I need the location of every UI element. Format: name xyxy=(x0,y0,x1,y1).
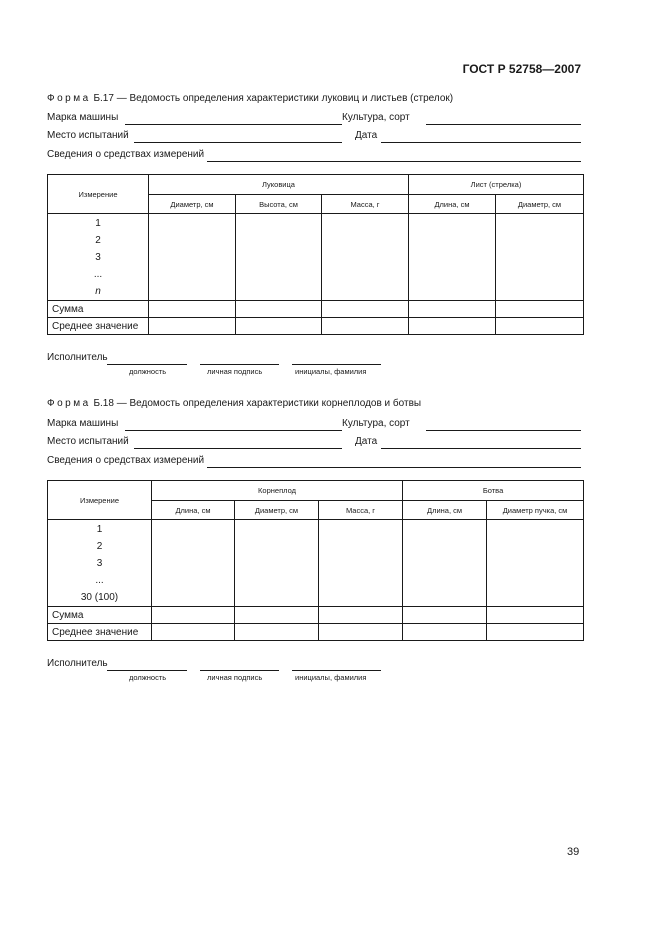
form17-culture-line[interactable] xyxy=(426,124,581,125)
form17-instruments-line[interactable] xyxy=(207,161,581,162)
form18-row-number: 30 (100) xyxy=(80,592,119,603)
form17-initials-line[interactable] xyxy=(292,364,381,365)
form17-col-header: Высота, см xyxy=(236,195,322,214)
form17-position-line[interactable] xyxy=(107,364,187,365)
form17-row-number: 2 xyxy=(95,235,101,246)
form18-cell[interactable] xyxy=(152,607,235,624)
form17-table xyxy=(47,174,584,335)
form18-row-number: 3 xyxy=(96,558,103,569)
form17-sign-line[interactable] xyxy=(200,364,279,365)
form18-machine-line[interactable] xyxy=(125,430,342,431)
form17-row-number: 3 xyxy=(95,252,101,263)
form17-cell[interactable] xyxy=(149,214,236,301)
form18-cell[interactable] xyxy=(487,607,584,624)
form17-cell[interactable] xyxy=(149,318,236,335)
form17-date-line[interactable] xyxy=(381,142,581,143)
form18-group2-header: Ботва xyxy=(403,481,584,501)
form18-cell[interactable] xyxy=(487,520,584,607)
form17-cell[interactable] xyxy=(322,214,409,301)
form18-sign-caption: личная подпись xyxy=(207,673,263,682)
form17-cell[interactable] xyxy=(496,318,584,335)
form18-cell[interactable] xyxy=(152,520,235,607)
form17-measure-header: Измерение xyxy=(48,175,149,214)
form18-cell[interactable] xyxy=(403,607,487,624)
form17-cell[interactable] xyxy=(149,301,236,318)
form17-sign-caption: личная подпись xyxy=(207,367,263,376)
form18-cell[interactable] xyxy=(319,520,403,607)
form18-machine-label: Марка машины xyxy=(47,418,119,429)
form17-col-header: Диаметр, см xyxy=(149,195,236,214)
form18-measure-numbers xyxy=(48,520,152,607)
form17-place-line[interactable] xyxy=(134,142,342,143)
form17-date-label: Дата xyxy=(355,130,378,141)
standard-header: ГОСТ Р 52758—2007 xyxy=(462,62,581,76)
form17-group1-header: Луковица xyxy=(149,175,409,195)
form18-date-label: Дата xyxy=(355,436,378,447)
form18-sign-line[interactable] xyxy=(200,670,279,671)
form18-row-number: 1 xyxy=(96,524,103,535)
form17-title-word: Форма xyxy=(47,93,91,104)
form18-instruments-line[interactable] xyxy=(207,467,581,468)
form18-row-number: ... xyxy=(95,575,104,586)
form18-measure-header: Измерение xyxy=(48,481,152,520)
form17-sum-label: Сумма xyxy=(48,301,149,318)
form18-cell[interactable] xyxy=(319,607,403,624)
form17-title-text: Б.17 — Ведомость определения характеристики луковиц и листьев (стрелок) xyxy=(90,93,454,104)
form18-cell[interactable] xyxy=(235,607,319,624)
form18-date-line[interactable] xyxy=(381,448,581,449)
form18-cell[interactable] xyxy=(403,624,487,641)
form18-col-header: Диаметр пучка, см xyxy=(487,501,584,520)
form18-initials-line[interactable] xyxy=(292,670,381,671)
form17-place-label: Место испытаний xyxy=(47,130,129,141)
form17-cell[interactable] xyxy=(322,301,409,318)
form18-col-header: Длина, см xyxy=(403,501,487,520)
form18-position-line[interactable] xyxy=(107,670,187,671)
form17-position-caption: должность xyxy=(129,367,167,376)
form18-cell[interactable] xyxy=(152,624,235,641)
form18-culture-label: Культура, сорт xyxy=(342,418,410,429)
form17-cell[interactable] xyxy=(496,214,584,301)
form18-cell[interactable] xyxy=(403,520,487,607)
form18-title xyxy=(47,398,421,409)
form18-performer-label: Исполнитель xyxy=(47,658,108,669)
form17-cell[interactable] xyxy=(409,301,496,318)
form18-table xyxy=(47,480,584,641)
form18-group1-header: Корнеплод xyxy=(152,481,403,501)
form17-culture-label: Культура, сорт xyxy=(342,112,410,123)
form18-title-text: Б.18 — Ведомость определения характеристики корнеплодов и ботвы xyxy=(90,398,422,409)
form17-row-number: n xyxy=(95,286,101,297)
form17-cell[interactable] xyxy=(409,214,496,301)
form17-measure-numbers xyxy=(48,214,149,301)
form17-row-number: ... xyxy=(93,269,103,280)
form17-initials-caption: инициалы, фамилия xyxy=(295,367,367,376)
form17-mean-label: Среднее значение xyxy=(48,318,149,335)
form17-group2-header: Лист (стрелка) xyxy=(409,175,584,195)
form17-cell[interactable] xyxy=(236,318,322,335)
form17-row-number: 1 xyxy=(95,218,101,229)
form17-cell[interactable] xyxy=(236,301,322,318)
form18-cell[interactable] xyxy=(235,624,319,641)
form18-mean-label: Среднее значение xyxy=(48,624,152,641)
form18-cell[interactable] xyxy=(487,624,584,641)
form17-col-header: Диаметр, см xyxy=(496,195,584,214)
form18-position-caption: должность xyxy=(129,673,167,682)
form18-culture-line[interactable] xyxy=(426,430,581,431)
form17-col-header: Длина, см xyxy=(409,195,496,214)
form18-instruments-label: Сведения о средствах измерений xyxy=(47,455,205,466)
form18-col-header: Диаметр, см xyxy=(235,501,319,520)
form18-col-header: Масса, г xyxy=(319,501,403,520)
form17-title xyxy=(47,93,453,104)
form17-cell[interactable] xyxy=(236,214,322,301)
form18-col-header: Длина, см xyxy=(152,501,235,520)
form17-cell[interactable] xyxy=(322,318,409,335)
form17-cell[interactable] xyxy=(409,318,496,335)
form17-machine-line[interactable] xyxy=(125,124,342,125)
form18-sum-label: Сумма xyxy=(48,607,152,624)
form17-performer-label: Исполнитель xyxy=(47,352,108,363)
form18-cell[interactable] xyxy=(235,520,319,607)
form18-place-label: Место испытаний xyxy=(47,436,129,447)
form18-place-line[interactable] xyxy=(134,448,342,449)
form17-col-header: Масса, г xyxy=(322,195,409,214)
form17-cell[interactable] xyxy=(496,301,584,318)
form18-row-number: 2 xyxy=(96,541,103,552)
page-number: 39 xyxy=(567,846,580,858)
form18-initials-caption: инициалы, фамилия xyxy=(295,673,367,682)
form17-instruments-label: Сведения о средствах измерений xyxy=(47,149,205,160)
form18-cell[interactable] xyxy=(319,624,403,641)
form17-machine-label: Марка машины xyxy=(47,112,119,123)
form18-title-word: Форма xyxy=(47,398,91,409)
